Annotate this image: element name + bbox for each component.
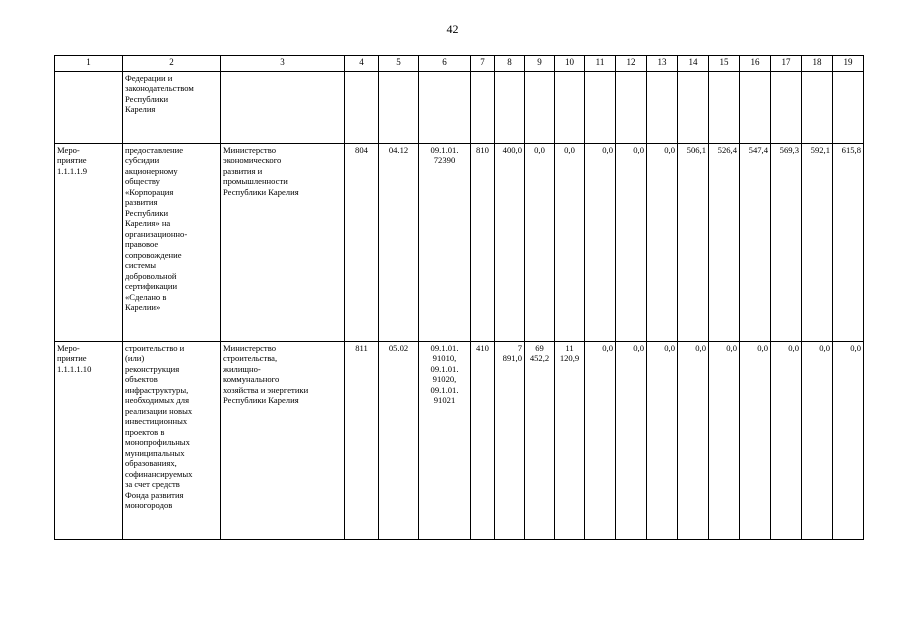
table-cell-col-1: [55, 72, 123, 144]
column-number-header: 12: [616, 56, 647, 72]
table-cell-col-8: [495, 72, 525, 144]
cell-line: Министерство: [223, 343, 276, 353]
cell-line: строительства,: [223, 353, 278, 364]
cell-line: 1.1.1.1.9: [57, 165, 88, 176]
table-cell-col-17: [771, 72, 802, 144]
table-cell-col-5: 05.02: [379, 342, 419, 540]
cell-line: сопровождение: [125, 249, 182, 260]
budget-table: [54, 55, 864, 540]
cell-line: приятие: [57, 353, 87, 364]
table-cell-col-18: [802, 72, 833, 144]
cell-line: «Корпорация: [125, 186, 174, 197]
cell-line: Карелии»: [125, 302, 161, 313]
table-cell-col-18: 592,1: [802, 144, 833, 342]
table-cell-col-13: 0,0: [647, 342, 678, 540]
table-cell-col-8: [495, 144, 525, 342]
cell-line: Республики Карелия: [223, 186, 299, 197]
table-cell-col-15: [709, 72, 740, 144]
table-cell-col-11: 0,0: [585, 342, 616, 540]
cell-line: «Сделано в: [125, 291, 167, 302]
cell-line: организационно-: [125, 228, 188, 239]
table-cell-col-14: [678, 72, 709, 144]
table-cell-col-19: 0,0: [833, 342, 864, 540]
table-row: [55, 144, 864, 342]
cell-line: софинансируемых: [125, 468, 193, 479]
table-cell-col-1: [55, 342, 123, 540]
column-number-header: 9: [525, 56, 555, 72]
table-cell-col-12: 0,0: [616, 144, 647, 342]
table-cell-col-19: 615,8: [833, 144, 864, 342]
cell-line: сертификации: [125, 281, 178, 292]
cell-line: добровольной: [125, 270, 177, 281]
cell-line: за счет средств: [125, 479, 180, 490]
cell-line: монопрофильных: [125, 437, 190, 448]
table-row: [55, 342, 864, 540]
column-number-header: 15: [709, 56, 740, 72]
cell-line: муниципальных: [125, 447, 185, 458]
table-row: [55, 72, 864, 144]
column-number-header: 16: [740, 56, 771, 72]
table-cell-col-14: 506,1: [678, 144, 709, 342]
cell-line: 09.1.01.: [430, 363, 459, 374]
table-cell-col-9: [525, 72, 555, 144]
table-cell-col-9: [525, 144, 555, 342]
table-cell-col-2: [123, 342, 221, 540]
column-number-header: 6: [419, 56, 471, 72]
cell-line: 452,2: [529, 353, 550, 364]
table-cell-col-5: [379, 72, 419, 144]
table-cell-col-2: [123, 72, 221, 144]
table-cell-col-8: [495, 342, 525, 540]
table-cell-col-11: 0,0: [585, 144, 616, 342]
column-number-header: 2: [123, 56, 221, 72]
cell-line: Республики Карелия: [223, 395, 299, 406]
table-cell-col-3: [221, 72, 345, 144]
column-number-header: 18: [802, 56, 833, 72]
table-cell-col-9: [525, 342, 555, 540]
cell-line: развития: [125, 197, 158, 208]
cell-line: законодательством: [125, 83, 194, 94]
cell-line: 1.1.1.1.10: [57, 363, 92, 374]
column-number-row: [55, 56, 864, 72]
cell-line: объектов: [125, 374, 158, 385]
table-cell-col-18: 0,0: [802, 342, 833, 540]
cell-line: жилищно-: [223, 363, 261, 374]
cell-line: 400,0: [502, 145, 522, 155]
table-cell-col-14: 0,0: [678, 342, 709, 540]
cell-line: 91010,: [432, 353, 457, 364]
cell-line: реализации новых: [125, 405, 193, 416]
cell-line: 91021: [433, 395, 456, 406]
table-cell-col-17: 0,0: [771, 342, 802, 540]
column-number-header: 11: [585, 56, 616, 72]
column-number-header: 14: [678, 56, 709, 72]
table-cell-col-7: 410: [471, 342, 495, 540]
cell-line: 7: [517, 343, 522, 353]
cell-line: Меро-: [57, 145, 80, 155]
cell-line: образованиях,: [125, 458, 177, 469]
cell-line: моногородов: [125, 500, 173, 511]
cell-line: Министерство: [223, 145, 276, 155]
table-cell-col-15: 0,0: [709, 342, 740, 540]
cell-line: системы: [125, 260, 157, 271]
table-cell-col-12: [616, 72, 647, 144]
cell-line: 09.1.01.: [430, 343, 459, 353]
cell-line: необходимых для: [125, 395, 190, 406]
column-number-header: 3: [221, 56, 345, 72]
cell-line: 120,9: [559, 353, 580, 364]
cell-line: строительство и: [125, 343, 185, 353]
table-cell-col-7: 810: [471, 144, 495, 342]
column-number-header: 4: [345, 56, 379, 72]
column-number-header: 1: [55, 56, 123, 72]
cell-line: 0,0: [534, 145, 545, 155]
column-number-header: 5: [379, 56, 419, 72]
table-cell-col-16: 547,4: [740, 144, 771, 342]
table-cell-col-15: 526,4: [709, 144, 740, 342]
cell-line: субсидии: [125, 155, 160, 166]
table-cell-col-13: [647, 72, 678, 144]
cell-line: Фонда развития: [125, 489, 184, 500]
table-cell-col-4: 811: [345, 342, 379, 540]
cell-line: 69: [535, 343, 544, 353]
cell-line: 09.1.01.: [430, 384, 459, 395]
cell-line: 0,0: [564, 145, 575, 155]
table-cell-col-3: [221, 144, 345, 342]
table-cell-col-3: [221, 342, 345, 540]
cell-line: реконструкция: [125, 363, 180, 374]
cell-line: предоставление: [125, 145, 184, 155]
table-cell-col-6: [419, 342, 471, 540]
cell-line: экономического: [223, 155, 282, 166]
cell-line: 91020,: [432, 374, 457, 385]
column-number-header: 8: [495, 56, 525, 72]
cell-line: хозяйства и энергетики: [223, 384, 309, 395]
table-cell-col-10: [555, 144, 585, 342]
table-cell-col-11: [585, 72, 616, 144]
cell-line: 09.1.01.: [430, 145, 459, 155]
table-cell-col-6: [419, 144, 471, 342]
cell-line: Карелия» на: [125, 218, 171, 229]
cell-line: промышленности: [223, 176, 288, 187]
cell-line: Меро-: [57, 343, 80, 353]
cell-line: Республики: [125, 207, 169, 218]
table-cell-col-4: [345, 72, 379, 144]
table-cell-col-7: [471, 72, 495, 144]
cell-line: Карелия: [125, 104, 156, 115]
cell-line: акционерному: [125, 165, 178, 176]
cell-line: развития и: [223, 165, 263, 176]
column-number-header: 19: [833, 56, 864, 72]
table-cell-col-6: [419, 72, 471, 144]
table-cell-col-12: 0,0: [616, 342, 647, 540]
table-cell-col-16: 0,0: [740, 342, 771, 540]
cell-line: Федерации и: [125, 73, 173, 83]
column-number-header: 7: [471, 56, 495, 72]
cell-line: (или): [125, 353, 145, 364]
cell-line: 11: [565, 343, 574, 353]
table-cell-col-5: 04.12: [379, 144, 419, 342]
column-number-header: 13: [647, 56, 678, 72]
cell-line: 72390: [433, 155, 456, 166]
cell-line: инфраструктуры,: [125, 384, 189, 395]
table-cell-col-17: 569,3: [771, 144, 802, 342]
table-cell-col-13: 0,0: [647, 144, 678, 342]
cell-line: обществу: [125, 176, 160, 187]
cell-line: Республики: [125, 93, 169, 104]
table-cell-col-10: [555, 72, 585, 144]
cell-line: проектов в: [125, 426, 165, 437]
page-number: 42: [446, 22, 459, 36]
cell-line: приятие: [57, 155, 87, 166]
table-cell-col-10: [555, 342, 585, 540]
table-cell-col-19: [833, 72, 864, 144]
cell-line: правовое: [125, 239, 159, 250]
cell-line: коммунального: [223, 374, 280, 385]
table-cell-col-2: [123, 144, 221, 342]
table-cell-col-1: [55, 144, 123, 342]
cell-line: инвестиционных: [125, 416, 188, 427]
table-cell-col-16: [740, 72, 771, 144]
cell-line: 891,0: [502, 353, 522, 364]
column-number-header: 17: [771, 56, 802, 72]
column-number-header: 10: [555, 56, 585, 72]
table-cell-col-4: 804: [345, 144, 379, 342]
